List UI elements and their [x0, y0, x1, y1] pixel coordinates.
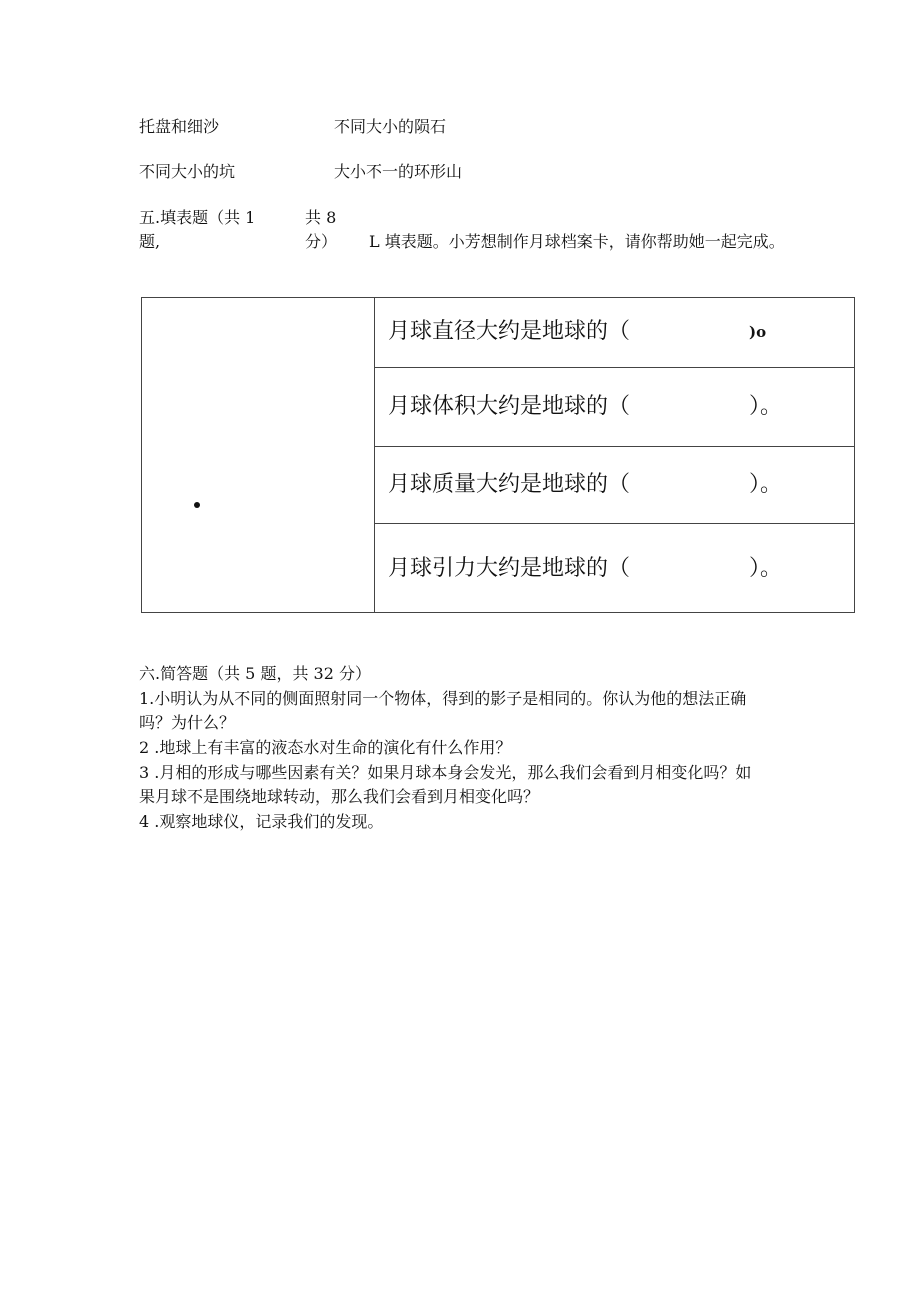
- section5-heading-b1: 共 8: [305, 208, 337, 227]
- question-1-line2: 吗？为什么？: [139, 713, 236, 732]
- question-4: 4 .观察地球仪，记录我们的发现。: [139, 812, 384, 831]
- section5-heading-b2: 分）: [305, 232, 338, 251]
- row-text-gravity: 月球引力大约是地球的（: [388, 556, 631, 581]
- row-text-volume: 月球体积大约是地球的（: [388, 394, 631, 419]
- table-row-gravity: [375, 524, 854, 612]
- question-2: 2 .地球上有丰富的液态水对生命的演化有什么作用？: [139, 738, 512, 757]
- row-tail-mass: ）。: [749, 472, 783, 497]
- row-tail-volume: ）。: [749, 394, 783, 419]
- table-row-volume: [375, 368, 854, 447]
- row-tail-diameter: )o: [749, 323, 767, 341]
- section5-question: L 填表题。小芳想制作月球档案卡，请你帮助她一起完成。: [369, 232, 785, 251]
- row-tail-gravity: ）。: [749, 556, 783, 581]
- material-pits: 不同大小的坑: [139, 162, 236, 181]
- material-tray-sand: 托盘和细沙: [139, 117, 220, 136]
- row-text-mass: 月球质量大约是地球的（: [388, 472, 631, 497]
- question-1-line1: 1.小明认为从不同的侧面照射同一个物体，得到的影子是相同的。你认为他的想法正确: [139, 689, 747, 708]
- table-row-mass: [375, 447, 854, 524]
- section5-heading-a1: 五.填表题（共 1: [139, 208, 256, 227]
- question-3-line2: 果月球不是围绕地球转动，那么我们会看到月相变化吗？: [139, 787, 540, 806]
- moon-image-cell: [142, 298, 375, 612]
- question-3-line1: 3 .月相的形成与哪些因素有关？如果月球本身会发光，那么我们会看到月相变化吗？如: [139, 763, 752, 782]
- section5-heading-a2: 题,: [139, 232, 161, 251]
- table-row-diameter: [375, 298, 854, 368]
- section6-heading: 六.简答题（共 5 题，共 32 分）: [139, 664, 371, 683]
- moon-profile-table: [141, 297, 855, 613]
- material-meteorites: 不同大小的陨石: [334, 117, 447, 136]
- row-text-diameter: 月球直径大约是地球的（: [388, 319, 631, 344]
- material-craters: 大小不一的环形山: [334, 162, 463, 181]
- bullet-dot: [194, 502, 200, 508]
